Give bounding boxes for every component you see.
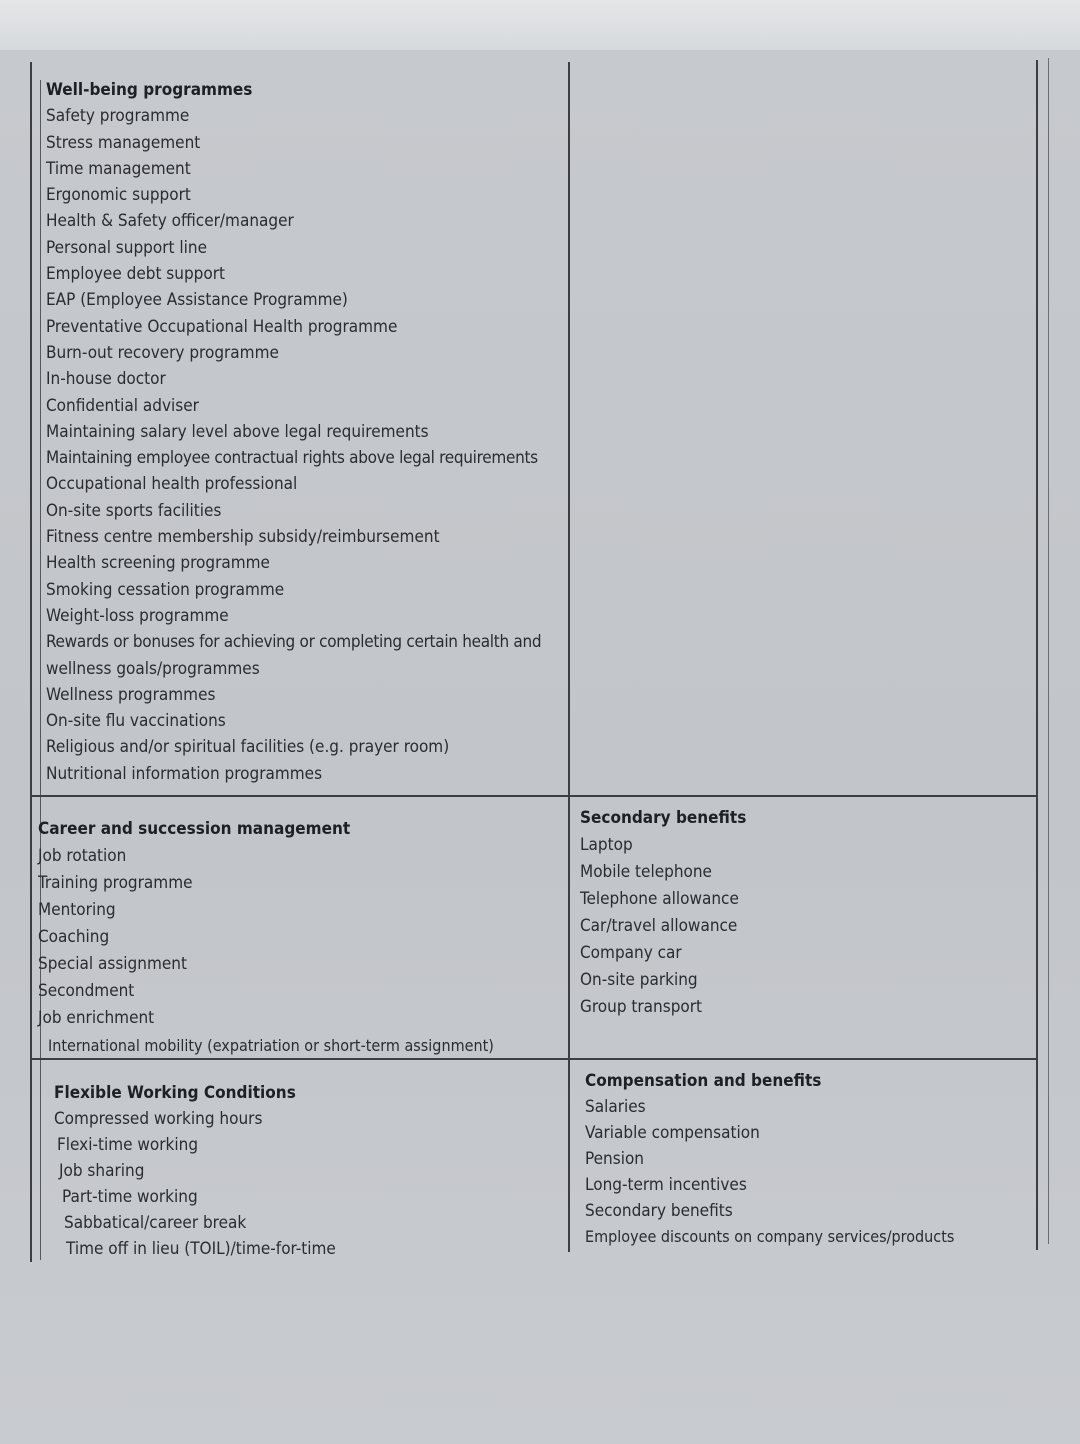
list-item: Part-time working [62,1187,198,1207]
table-right-border-outer [1048,58,1049,1244]
page-top-edge [0,0,1080,52]
flexible-heading: Flexible Working Conditions [54,1083,296,1103]
list-item: Weight-loss programme [46,605,229,626]
list-item: In-house doctor [46,369,166,390]
list-item: Compressed working hours [54,1109,263,1129]
list-item: Stress management [46,132,201,153]
list-item: Employee debt support [46,264,226,285]
list-item: Sabbatical/career break [64,1213,247,1233]
list-item: Maintaining salary level above legal requirements [46,421,429,442]
list-item: Nutritional information programmes [46,763,323,784]
list-item: Secondment [38,981,135,1001]
career-heading: Career and succession management [38,819,351,839]
table-middle-divider [568,62,570,1252]
list-item: Coaching [38,927,110,947]
list-item: Training programme [38,873,193,893]
list-item: Fitness centre membership subsidy/reimbursement [46,527,440,548]
list-item: On-site sports facilities [46,500,222,521]
list-item: Time off in lieu (TOIL)/time-for-time [66,1239,336,1259]
list-item: Salaries [585,1097,646,1117]
list-item: wellness goals/programmes [46,658,260,679]
list-item: Laptop [580,835,633,855]
list-item: Special assignment [38,954,187,974]
list-item: International mobility (expatriation or short-term assignment) [48,1036,494,1055]
list-item: Safety programme [46,106,190,127]
list-item: On-site parking [580,970,698,990]
list-item: Religious and/or spiritual facilities (e.g. prayer room) [46,737,450,758]
list-item: Employee discounts on company services/products [585,1227,955,1246]
list-item: Mentoring [38,900,116,920]
list-item: Personal support line [46,237,207,258]
table-left-border [30,62,32,1262]
list-item: Maintaining employee contractual rights above legal requirements [46,448,538,469]
wellbeing-heading: Well-being programmes [46,80,253,100]
list-item: Mobile telephone [580,862,712,882]
list-item: Ergonomic support [46,185,191,206]
list-item: Burn-out recovery programme [46,342,279,363]
list-item: Health screening programme [46,553,270,574]
list-item: Car/travel allowance [580,916,738,936]
list-item: Confidential adviser [46,395,199,416]
list-item: Group transport [580,997,703,1017]
list-item: Smoking cessation programme [46,579,285,600]
flexible-cell [54,1080,564,1262]
compensation-cell [585,1068,1033,1250]
list-item: Telephone allowance [580,889,739,909]
row-divider-1 [30,795,1038,797]
list-item: Job rotation [38,846,127,866]
list-item: Secondary benefits [585,1201,733,1221]
compensation-heading: Compensation and benefits [585,1071,822,1091]
table-right-border [1036,60,1038,1250]
list-item: On-site flu vaccinations [46,711,226,732]
list-item: Company car [580,943,682,963]
table-left-border-inner [40,80,41,1260]
career-cell [38,816,566,1059]
list-item: Job enrichment [38,1008,155,1028]
list-item: Health & Safety officer/manager [46,211,294,232]
list-item: Time management [46,158,191,179]
list-item: Preventative Occupational Health programme [46,316,398,337]
secondary-benefits-cell [580,805,1030,1021]
list-item: Wellness programmes [46,684,216,705]
wellbeing-cell [46,77,564,787]
list-item: Occupational health professional [46,474,298,495]
list-item: Pension [585,1149,644,1169]
list-item: Rewards or bonuses for achieving or completing certain health and [46,632,542,653]
list-item: Flexi-time working [57,1135,199,1155]
list-item: Job sharing [59,1161,145,1181]
list-item: Long-term incentives [585,1175,747,1195]
list-item: EAP (Employee Assistance Programme) [46,290,348,311]
secondary-heading: Secondary benefits [580,808,747,828]
list-item: Variable compensation [585,1123,760,1143]
